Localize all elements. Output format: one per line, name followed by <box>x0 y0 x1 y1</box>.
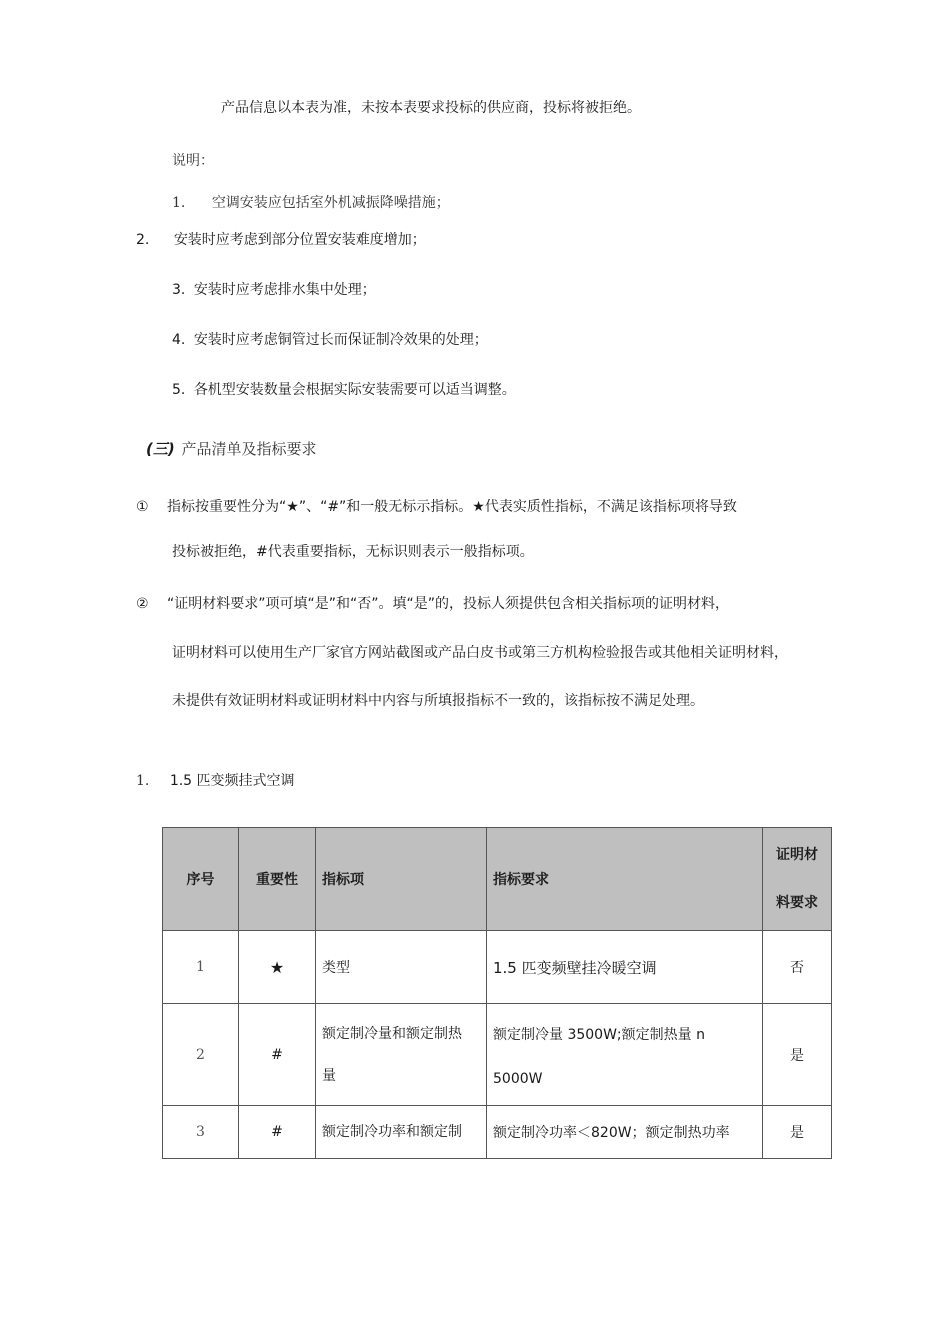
header-seq: 序号 <box>163 828 239 931</box>
intro-text: 产品信息以本表为准，未按本表要求投标的供应商，投标将被拒绝。 <box>221 100 641 116</box>
row-item-line-1: 额定制冷量和额定制热 <box>322 1025 462 1042</box>
note-number: 2. <box>136 232 150 248</box>
note-number: 5. <box>172 382 186 398</box>
rule-2-line-3: 未提供有效证明材料或证明材料中内容与所填报指标不一致的，该指标按不满足处理。 <box>172 693 704 709</box>
row-importance: ★ <box>239 931 316 1004</box>
table-row <box>163 1004 832 1106</box>
rule-marker: ② <box>136 596 149 612</box>
header-requirement: 指标要求 <box>487 828 763 931</box>
row-requirement: 1.5 匹变频壁挂冷暖空调 <box>487 931 763 1004</box>
header-proof <box>763 828 832 931</box>
rule-text: 指标按重要性分为“★”、“#”和一般无标示指标。★代表实质性指标，不满足该指标项将导致 <box>167 499 737 515</box>
table-row <box>163 1106 832 1159</box>
row-proof: 是 <box>763 1106 832 1159</box>
header-proof-line-1: 证明材 <box>776 847 818 863</box>
row-item-line-2: 量 <box>322 1067 336 1084</box>
section-heading <box>146 439 317 459</box>
table-row <box>163 931 832 1004</box>
row-seq: 1 <box>163 931 239 1004</box>
row-requirement-line-1: 额定制冷量 3500W;额定制热量 n <box>493 1026 705 1043</box>
note-item-2 <box>136 230 426 250</box>
rule-1-line-1 <box>136 497 737 517</box>
product-heading <box>136 771 295 791</box>
row-item: 类型 <box>316 931 487 1004</box>
note-text: 空调安装应包括室外机减振降噪措施； <box>211 195 450 211</box>
header-item: 指标项 <box>316 828 487 931</box>
row-seq: 3 <box>163 1106 239 1159</box>
rule-2-line-2: 证明材料可以使用生产厂家官方网站截图或产品白皮书或第三方机构检验报告或其他相关证明材料， <box>172 645 788 661</box>
note-number: 3. <box>172 282 186 298</box>
rule-text: “证明材料要求”项可填“是”和“否”。填“是”的，投标人须提供包含相关指标项的证明材料， <box>167 596 730 612</box>
note-number: 4. <box>172 332 186 348</box>
notes-title: 说明： <box>172 153 214 169</box>
row-requirement-line-2: 5000W <box>493 1070 543 1087</box>
row-seq: 2 <box>163 1004 239 1106</box>
header-importance: 重要性 <box>239 828 316 931</box>
note-item-5 <box>172 380 516 400</box>
row-item <box>316 1004 487 1106</box>
row-importance: # <box>239 1004 316 1106</box>
row-importance: # <box>239 1106 316 1159</box>
note-item-1 <box>172 193 450 213</box>
note-text: 安装时应考虑铜管过长而保证制冷效果的处理； <box>193 332 488 348</box>
note-text: 安装时应考虑到部分位置安装难度增加； <box>173 232 426 248</box>
header-proof-line-2: 料要求 <box>776 895 818 911</box>
row-requirement: 额定制冷功率＜820W；额定制热功率 <box>487 1106 763 1159</box>
row-proof: 否 <box>763 931 832 1004</box>
note-text: 安装时应考虑排水集中处理； <box>193 282 376 298</box>
row-item: 额定制冷功率和额定制 <box>316 1106 487 1159</box>
rule-2-line-1 <box>136 594 729 614</box>
product-number: 1. <box>136 773 150 789</box>
note-number: 1. <box>172 195 186 211</box>
note-text: 各机型安装数量会根据实际安装需要可以适当调整。 <box>193 382 516 398</box>
note-item-4 <box>172 330 488 350</box>
spec-table <box>162 827 832 1159</box>
row-proof: 是 <box>763 1004 832 1106</box>
row-requirement <box>487 1004 763 1106</box>
rule-1-line-2: 投标被拒绝，#代表重要指标，无标识则表示一般指标项。 <box>172 544 534 560</box>
table-header-row <box>163 828 832 931</box>
product-title: 1.5 匹变频挂式空调 <box>169 773 295 789</box>
note-item-3 <box>172 280 376 300</box>
section-number: (三) <box>146 440 175 458</box>
rule-marker: ① <box>136 499 149 515</box>
section-title: 产品清单及指标要求 <box>181 440 317 458</box>
